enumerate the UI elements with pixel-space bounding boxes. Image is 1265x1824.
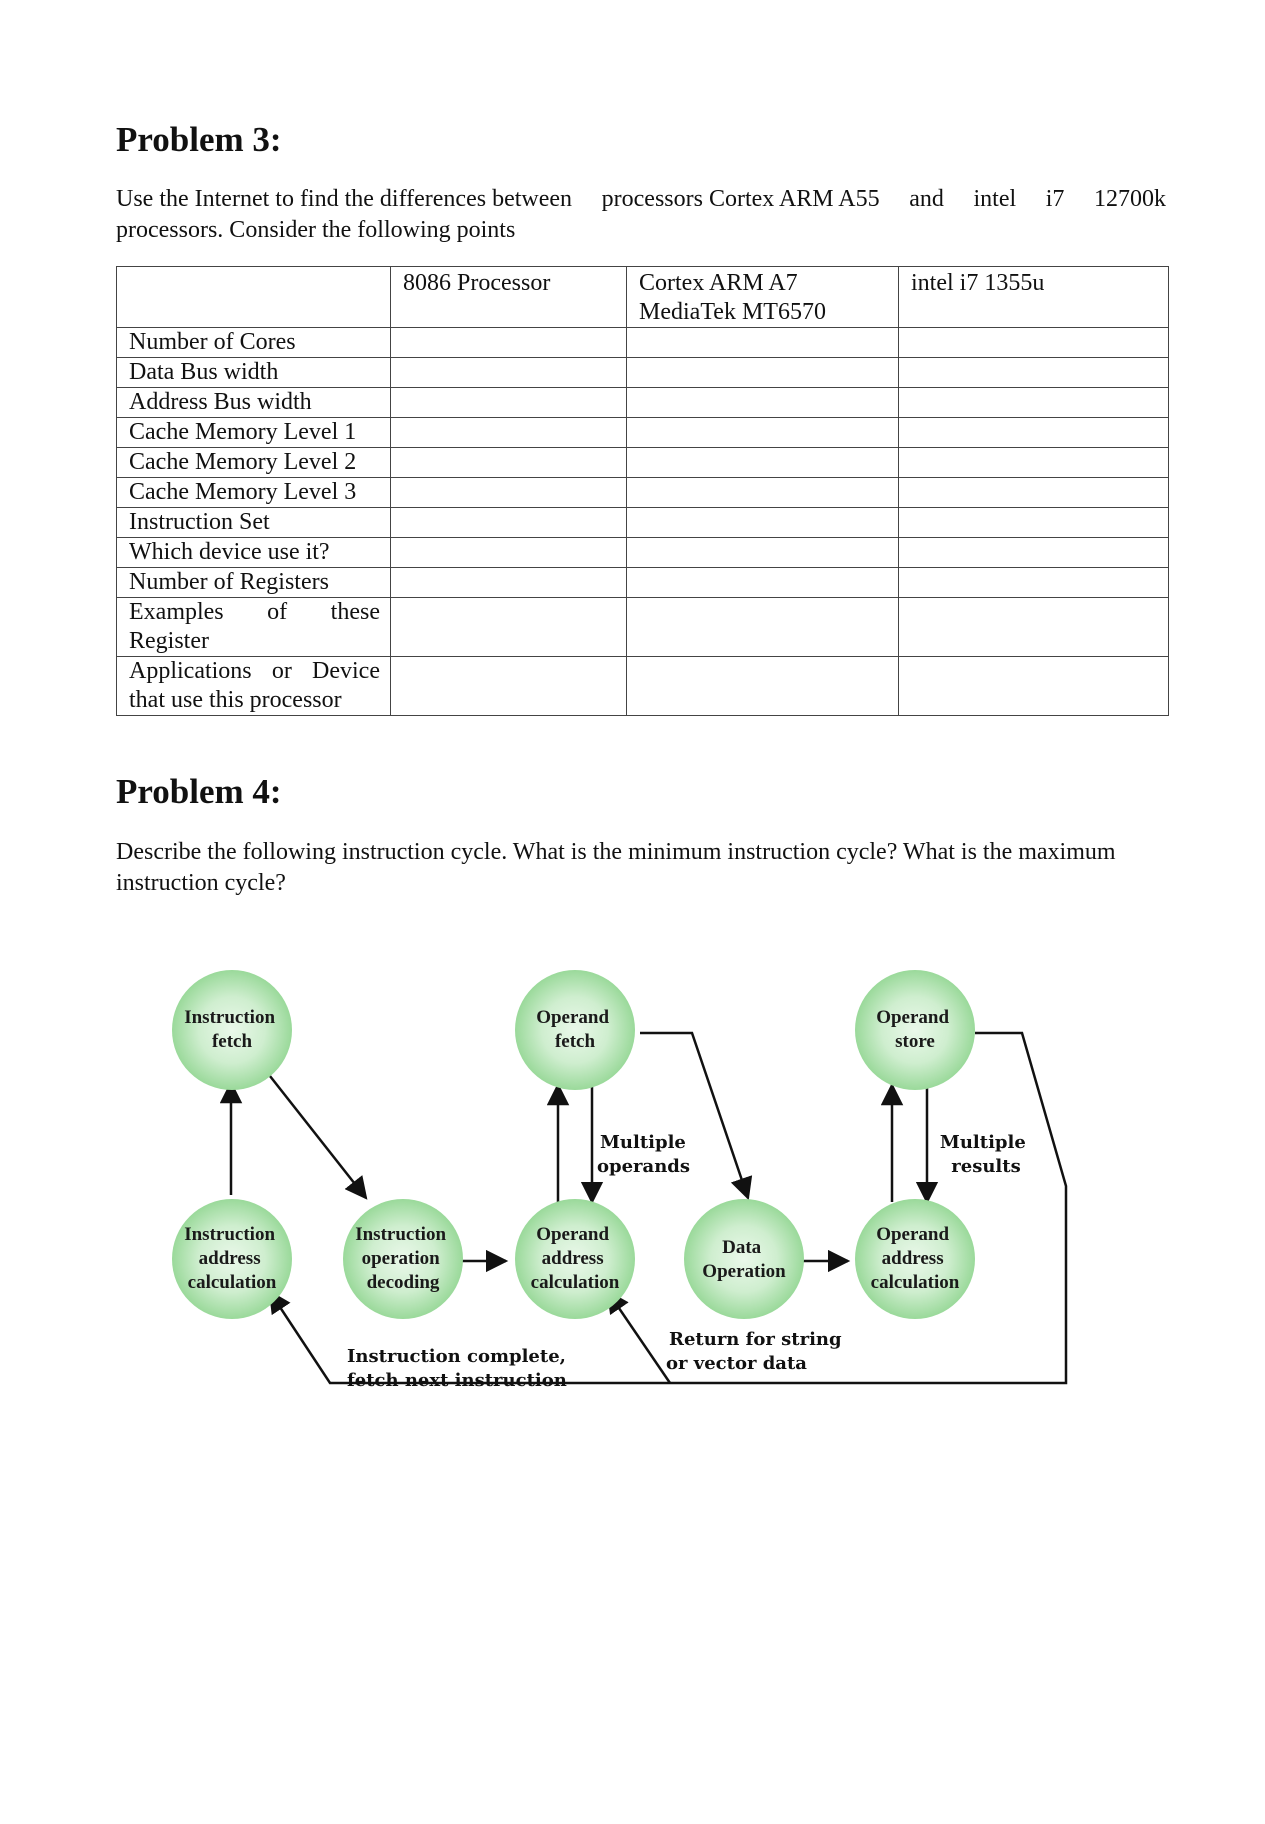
answer-cell (391, 478, 627, 508)
answer-cell (899, 508, 1169, 538)
answer-cell (899, 478, 1169, 508)
header-cell-intel-i7: intel i7 1355u (899, 267, 1169, 328)
row-label: Data Bus width (117, 358, 391, 388)
row-label-line: Register (129, 628, 209, 654)
answer-cell (627, 418, 899, 448)
row-label-word: Applications (129, 658, 252, 684)
label-multiple-results: Multiple results (939, 1132, 1026, 1177)
row-label-word: Device (312, 658, 380, 684)
row-label-word: these (330, 599, 380, 625)
p3-word: intel (973, 186, 1017, 212)
answer-cell (627, 388, 899, 418)
answer-cell (391, 388, 627, 418)
table-row (117, 418, 1169, 448)
answer-cell (391, 328, 627, 358)
row-label-word: of (267, 599, 288, 625)
arrow-fetch-to-decoding (266, 1071, 366, 1198)
svg-text:Operand address ca: Operand address calculation (870, 1224, 960, 1293)
answer-cell (899, 598, 1169, 657)
table-row (117, 568, 1169, 598)
answer-cell (627, 598, 899, 657)
row-label: Address Bus width (117, 388, 391, 418)
arrow-return-string-vector (608, 1292, 670, 1383)
instruction-cycle-diagram (150, 965, 1110, 1445)
node-instruction-operation-decoding (343, 1199, 463, 1319)
problem-3-line-1 (116, 184, 1166, 215)
row-label: Cache Memory Level 1 (117, 418, 391, 448)
table-row (117, 358, 1169, 388)
svg-text:Operand store: Operand store (876, 1007, 950, 1052)
answer-cell (391, 358, 627, 388)
node-instruction-fetch (172, 970, 292, 1090)
table-header-row (117, 267, 1169, 328)
header-cell-8086: 8086 Processor (391, 267, 627, 328)
svg-text:Operand address ca: Operand address calculation (530, 1224, 620, 1293)
node-operand-address-calculation-result (855, 1199, 975, 1319)
row-label: Number of Registers (117, 568, 391, 598)
answer-cell (627, 657, 899, 716)
answer-cell (391, 448, 627, 478)
svg-text:Instruction fetch: Instruction fetch (184, 1007, 276, 1052)
problem-4-line-1: Describe the following instruction cycle. What is the minimum instruction cycle? What is the maximum (116, 839, 1116, 865)
answer-cell (899, 418, 1169, 448)
label-return-string-vector: Return for string or vector data (666, 1329, 842, 1374)
row-label (117, 598, 391, 657)
answer-cell (391, 568, 627, 598)
header-cell-cortex-arm-a7 (627, 267, 899, 328)
answer-cell (627, 358, 899, 388)
problem-3-heading: Problem 3: (116, 120, 282, 159)
problem-4-instructions (116, 837, 1166, 899)
answer-cell (391, 657, 627, 716)
answer-cell (899, 388, 1169, 418)
problem-4-line-2: instruction cycle? (116, 870, 286, 896)
problem-3-line-2: processors. Consider the following points (116, 217, 516, 243)
label-multiple-operands: Multiple operands (597, 1132, 690, 1177)
table-row (117, 328, 1169, 358)
answer-cell (627, 448, 899, 478)
answer-cell (899, 657, 1169, 716)
processor-comparison-table (116, 266, 1169, 716)
answer-cell (899, 538, 1169, 568)
svg-text:Operand fetch: Operand fetch (536, 1007, 610, 1052)
row-label: Cache Memory Level 2 (117, 448, 391, 478)
node-operand-store (855, 970, 975, 1090)
node-operand-fetch (515, 970, 635, 1090)
table-row (117, 598, 1169, 657)
p3-word: Use the Internet to find the differences between (116, 186, 573, 212)
answer-cell (627, 478, 899, 508)
row-label (117, 657, 391, 716)
table-row (117, 657, 1169, 716)
row-label-line (129, 598, 380, 627)
answer-cell (391, 598, 627, 657)
problem-4-heading: Problem 4: (116, 772, 282, 811)
answer-cell (627, 538, 899, 568)
header-cell-empty (117, 267, 391, 328)
row-label: Number of Cores (117, 328, 391, 358)
answer-cell (899, 358, 1169, 388)
answer-cell (899, 328, 1169, 358)
answer-cell (627, 508, 899, 538)
row-label: Which device use it? (117, 538, 391, 568)
node-data-operation (684, 1199, 804, 1319)
table-row (117, 508, 1169, 538)
node-instruction-address-calculation (172, 1199, 292, 1319)
row-label-line (129, 657, 380, 686)
label-instruction-complete: Instruction complete, fetch next instruction (347, 1346, 567, 1391)
table-row (117, 478, 1169, 508)
answer-cell (899, 568, 1169, 598)
answer-cell (627, 328, 899, 358)
answer-cell (627, 568, 899, 598)
header-line: MediaTek MT6570 (639, 299, 826, 325)
svg-text:Instruction address: Instruction address calculation (184, 1224, 277, 1293)
row-label: Instruction Set (117, 508, 391, 538)
table-row (117, 538, 1169, 568)
answer-cell (391, 508, 627, 538)
answer-cell (391, 418, 627, 448)
svg-text:Instruction operation: Instruction operation decoding (355, 1224, 447, 1293)
row-label-line: that use this processor (129, 687, 342, 713)
table-row (117, 388, 1169, 418)
answer-cell (899, 448, 1169, 478)
header-line: Cortex ARM A7 (639, 270, 798, 296)
row-label: Cache Memory Level 3 (117, 478, 391, 508)
row-label-word: Examples (129, 599, 224, 625)
p3-word: and (909, 186, 944, 212)
node-operand-address-calculation (515, 1199, 635, 1319)
p3-word: i7 (1045, 186, 1065, 212)
p3-word: 12700k (1094, 186, 1166, 212)
table-row (117, 448, 1169, 478)
answer-cell (391, 538, 627, 568)
row-label-word: or (271, 658, 292, 684)
problem-3-instructions (116, 184, 1166, 246)
p3-word: processors Cortex ARM A55 (601, 186, 880, 212)
svg-text:Data Operation: Data Operation (702, 1237, 786, 1282)
